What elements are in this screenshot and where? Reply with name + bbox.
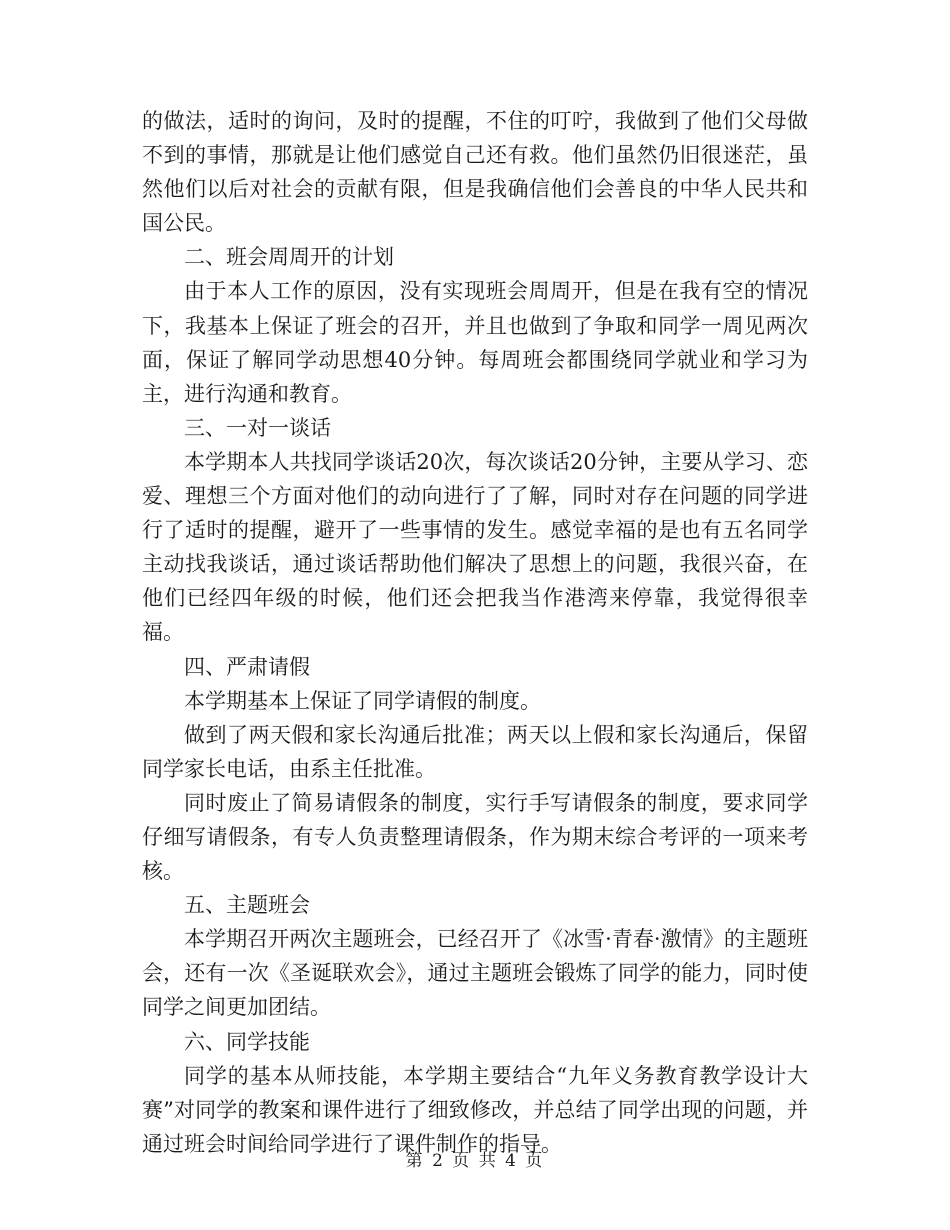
paragraph-leave-2: 做到了两天假和家长沟通后批准；两天以上假和家长沟通后，保留同学家长电话，由系主任批准。	[142, 722, 808, 781]
paragraph-one-on-one: 本学期本人共找同学谈话20次，每次谈话20分钟，主要从学习、恋爱、理想三个方面对他们的动向进行了了解，同时对存在问题的同学进行了适时的提醒，避开了一些事情的发生。感觉幸福的是也有五名同学主动找我谈话，通过谈话帮助他们解决了思想上的问题，我很兴奋，在他们已经四年级的时候，他们还会把我当作港湾来停靠，我觉得很幸福。	[142, 449, 808, 645]
paragraph-leave-1: 本学期基本上保证了同学请假的制度。	[184, 688, 541, 713]
paragraph-skills: 同学的基本从师技能，本学期主要结合“九年义务教育教学设计大赛”对同学的教案和课件进行了细致修改，并总结了同学出现的问题，并通过班会时间给同学进行了课件制作的指导。	[142, 1063, 808, 1156]
section-heading-skills: 六、同学技能	[184, 1029, 310, 1054]
paragraph-weekly-meeting: 由于本人工作的原因，没有实现班会周周开，但是在我有空的情况下，我基本上保证了班会的召开，并且也做到了争取和同学一周见两次面，保证了解同学动思想40分钟。每周班会都围绕同学就业和学习为主，进行沟通和教育。	[142, 279, 808, 406]
section-heading-leave: 四、严肃请假	[184, 654, 310, 679]
section-heading-one-on-one: 三、一对一谈话	[184, 415, 331, 440]
paragraph-leave-3: 同时废止了简易请假条的制度，实行手写请假条的制度，要求同学仔细写请假条，有专人负责整理请假条，作为期末综合考评的一项来考核。	[142, 790, 808, 884]
page-number-footer: 第 2 页 共 4 页	[405, 1151, 545, 1171]
paragraph-continuation: 的做法，适时的询问，及时的提醒，不住的叮咛，我做到了他们父母做不到的事情，那就是让他们感觉自己还有救。他们虽然仍旧很迷茫，虽然他们以后对社会的贡献有限，但是我确信他们会善良的中华人民共和国公民。	[142, 109, 808, 236]
paragraph-theme-meeting: 本学期召开两次主题班会，已经召开了《冰雪·青春·激情》的主题班会，还有一次《圣诞联欢会》，通过主题班会锻炼了同学的能力，同时使同学之间更加团结。	[142, 927, 808, 1020]
section-heading-weekly-meeting: 二、班会周周开的计划	[184, 245, 394, 270]
document-body	[142, 104, 808, 1161]
section-heading-theme-meeting: 五、主题班会	[184, 893, 310, 918]
